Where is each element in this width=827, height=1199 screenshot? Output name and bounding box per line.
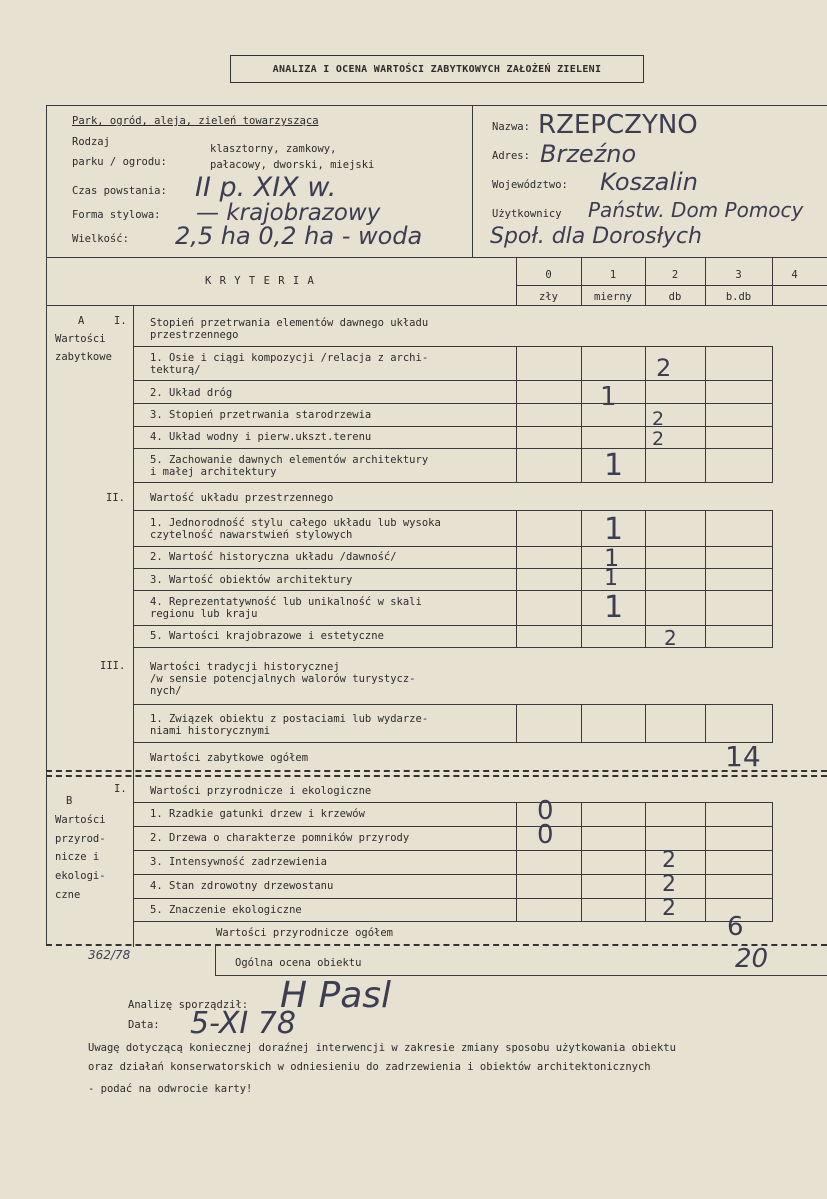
section-a-roman3: III. — [100, 660, 126, 672]
section-b-name4: ekologi- — [55, 870, 106, 882]
b-row2-score: 0 — [537, 820, 554, 850]
b-row1-score: 0 — [537, 796, 554, 826]
scale-num-2: 2 — [671, 269, 679, 281]
group1-title-1: Stopień przetrwania elementów dawnego układu — [150, 317, 429, 329]
section-b-total-value: 6 — [727, 912, 744, 942]
note-line-1: Uwagę dotyczącą koniecznej doraźnej interwencji w zakresie zmiany sposobu użytkowania obiektu — [88, 1042, 676, 1054]
g1-row2-l1: 2. Układ dróg — [150, 387, 233, 399]
park-types: Park, ogród, aleja, zieleń towarzysząca — [72, 115, 319, 127]
adres-label: Adres: — [492, 150, 530, 162]
b-row4-label: 4. Stan zdrowotny drzewostanu — [150, 880, 334, 892]
g2-row4-score: 1 — [604, 590, 624, 625]
forma-value: — krajobrazowy — [196, 200, 381, 226]
scale-label-1: mierny — [594, 291, 632, 303]
g2-row4-l2: regionu lub kraju — [150, 608, 258, 620]
b-row1-label: 1. Rzadkie gatunki drzew i krzewów — [150, 808, 365, 820]
overall-label: Ogólna ocena obiektu — [235, 957, 362, 969]
g2-row4-l1: 4. Reprezentatywność lub unikalność w skali — [150, 596, 422, 608]
data-label: Data: — [128, 1019, 160, 1031]
forma-label: Forma stylowa: — [72, 209, 161, 221]
group1-title-2: przestrzennego — [150, 329, 239, 341]
woj-value: Koszalin — [600, 168, 698, 196]
section-separator — [46, 770, 827, 772]
frame-top — [46, 105, 827, 106]
scale-num-0: 0 — [545, 269, 552, 281]
section-a-name1: Wartości — [55, 333, 106, 345]
section-a-total-value: 14 — [725, 740, 761, 773]
g1-row1-score: 2 — [656, 354, 672, 382]
adres-value: Brzeźno — [540, 140, 637, 168]
section-b-roman: I. — [114, 783, 127, 795]
b-row5-label: 5. Znaczenie ekologiczne — [150, 904, 302, 916]
g1-row4-score: 2 — [652, 428, 665, 450]
note-line-3: - podać na odwrocie karty! — [88, 1083, 253, 1095]
g3-row1-l2: niami historycznymi — [150, 725, 271, 737]
nazwa-value: RZEPCZYNO — [538, 110, 698, 140]
section-b-name3: nicze i — [55, 851, 100, 863]
g2-row5-l1: 5. Wartości krajobrazowe i estetyczne — [150, 630, 384, 642]
b-row5-score: 2 — [662, 896, 676, 921]
g1-row5-l1: 5. Zachowanie dawnych elementów architektury — [150, 454, 429, 466]
g1-row3-score: 2 — [652, 408, 665, 430]
group3-title-1: Wartości tradycji historycznej — [150, 661, 340, 673]
scale-num-1: 1 — [609, 269, 617, 281]
section-b-name5: czne — [55, 889, 81, 901]
section-a-letter: A — [78, 315, 85, 327]
wielkosc-value: 2,5 ha 0,2 ha - woda — [175, 222, 423, 250]
info-divider — [472, 105, 473, 257]
g3-row1-l1: 1. Związek obiektu z postaciami lub wydarze- — [150, 713, 429, 725]
uzyt-label: Użytkownicy — [492, 208, 562, 220]
analiza-signature: H Pasl — [280, 975, 392, 1016]
group2-title: Wartość układu przestrzennego — [150, 492, 334, 504]
document-ref: 362/78 — [88, 948, 131, 962]
b-row3-score: 2 — [662, 848, 676, 873]
section-a-name2: zabytkowe — [55, 351, 112, 363]
form-title: ANALIZA I OCENA WARTOŚCI ZABYTKOWYCH ZAŁOŻEŃ ZIELENI — [230, 55, 644, 83]
g2-row3-l1: 3. Wartość obiektów architektury — [150, 574, 353, 586]
analiza-label: Analizę sporządził: — [128, 999, 249, 1011]
scale-label-2: db — [668, 291, 682, 303]
g1-row1-l1: 1. Osie i ciągi kompozycji /relacja z archi- — [150, 352, 429, 364]
wielkosc-label: Wielkość: — [72, 233, 129, 245]
scale-label-0: zły — [539, 291, 558, 303]
note-line-2: oraz działań konserwatorskich w odniesieniu do zadrzewienia i obiektów architektonicznych — [88, 1061, 651, 1073]
g1-row3-l1: 3. Stopień przetrwania starodrzewia — [150, 409, 372, 421]
rodzaj-options-2: pałacowy, dworski, miejski — [210, 159, 375, 171]
section-a-roman2: II. — [106, 492, 125, 504]
b-row4-score: 2 — [662, 872, 676, 897]
b-row2-label: 2. Drzewa o charakterze pomników przyrody — [150, 832, 410, 844]
g2-row2-l1: 2. Wartość historyczna układu /dawność/ — [150, 551, 397, 563]
section-a-roman1: I. — [114, 315, 127, 327]
section-b-name2: przyrod- — [55, 833, 106, 845]
parku-label: parku / ogrodu: — [72, 156, 167, 168]
g1-row5-score: 1 — [604, 448, 624, 483]
czas-label: Czas powstania: — [72, 185, 167, 197]
scale-num-3: 3 — [735, 269, 742, 281]
frame-left — [46, 105, 47, 945]
overall-value: 20 — [735, 944, 769, 974]
info-bottom — [46, 257, 827, 258]
group3-title-2: /w sensie potencjalnych walorów turystycz- — [150, 673, 416, 685]
group3-title-3: nych/ — [150, 685, 182, 697]
data-value: 5-XI 78 — [190, 1006, 296, 1041]
scale-label-3: b.db — [725, 291, 752, 303]
g2-row5-score: 2 — [664, 626, 677, 650]
nazwa-label: Nazwa: — [492, 121, 530, 133]
section-b-letter: B — [66, 795, 73, 807]
kryteria-header: K R Y T E R I A — [205, 275, 315, 287]
czas-value: II p. XIX w. — [195, 172, 337, 203]
scale-num-4: 4 — [791, 269, 798, 281]
g1-row1-l2: tekturą/ — [150, 364, 201, 376]
g1-row5-l2: i małej architektury — [150, 466, 277, 478]
g2-row3-score: 1 — [604, 566, 618, 591]
section-b-group-title: Wartości przyrodnicze i ekologiczne — [150, 785, 372, 797]
b-row3-label: 3. Intensywność zadrzewienia — [150, 856, 328, 868]
uzyt-value-2: Społ. dla Dorosłych — [490, 224, 702, 249]
g1-row4-l1: 4. Układ wodny i pierw.ukszt.terenu — [150, 431, 372, 443]
rodzaj-label: Rodzaj — [72, 136, 110, 148]
rodzaj-options-1: klasztorny, zamkowy, — [210, 143, 337, 155]
g2-row1-score: 1 — [604, 512, 624, 547]
woj-label: Województwo: — [492, 179, 568, 191]
g2-row2-score: 1 — [604, 544, 620, 572]
section-b-total-label: Wartości przyrodnicze ogółem — [216, 927, 394, 939]
section-b-name1: Wartości — [55, 814, 106, 826]
uzyt-value-1: Państw. Dom Pomocy — [588, 198, 804, 222]
g2-row1-l2: czytelność nawarstwień stylowych — [150, 529, 353, 541]
g1-row2-score: 1 — [600, 382, 617, 412]
section-a-total-label: Wartości zabytkowe ogółem — [150, 752, 309, 764]
g2-row1-l1: 1. Jednorodność stylu całego układu lub wysoka — [150, 517, 441, 529]
